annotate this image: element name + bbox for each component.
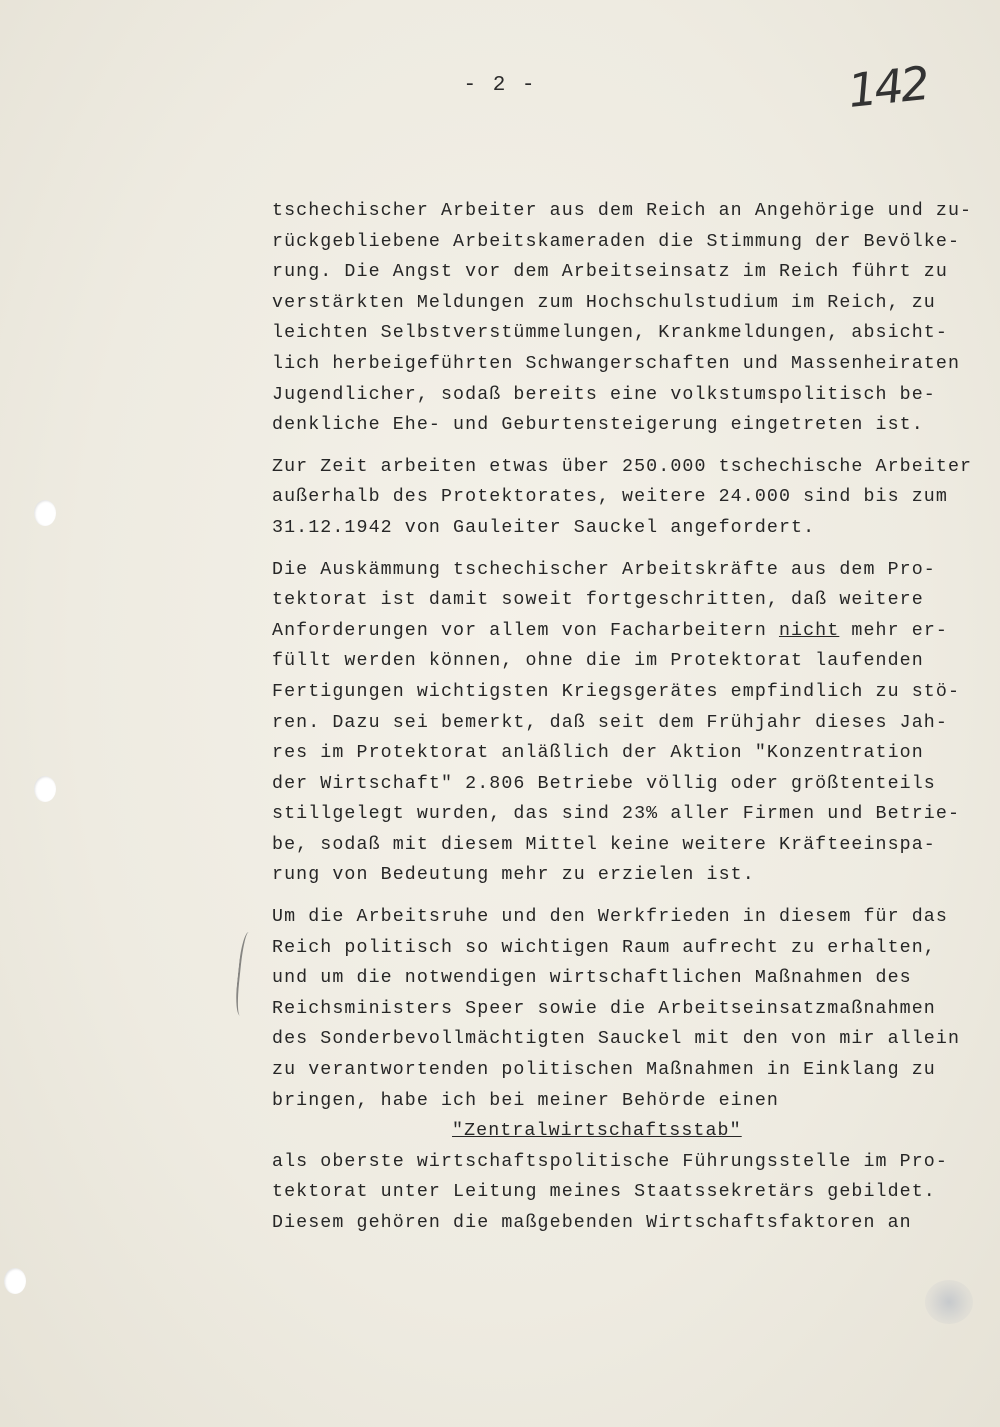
text-fragment: mehr er- — [839, 620, 948, 641]
text-line: be, sodaß mit diesem Mittel keine weitere Kräfteeinspa- — [272, 834, 936, 855]
text-line-with-underline — [272, 616, 1000, 647]
text-line: Reich politisch so wichtigen Raum aufrecht zu erhalten, — [272, 937, 936, 958]
ink-smudge — [925, 1280, 973, 1324]
paragraph-3 — [272, 555, 1000, 892]
punch-hole-middle — [34, 776, 56, 802]
text-line: Reichsministers Speer sowie die Arbeitseinsatzmaßnahmen — [272, 998, 936, 1019]
text-line: leichten Selbstverstümmelungen, Krankmeldungen, absicht- — [272, 323, 948, 344]
text-line: tschechischer Arbeiter aus dem Reich an Angehörige und zu- — [272, 201, 973, 221]
text-line: bringen, habe ich bei meiner Behörde einen — [272, 1090, 779, 1111]
page-number: - 2 - — [463, 74, 537, 97]
text-line: der Wirtschaft" 2.806 Betriebe völlig oder größtenteils — [272, 773, 936, 794]
text-line: 31.12.1942 von Gauleiter Sauckel angefordert. — [272, 517, 816, 538]
text-line: lich herbeigeführten Schwangerschaften und Massenheiraten — [272, 353, 961, 374]
text-line: des Sonderbevollmächtigten Sauckel mit den von mir allein — [272, 1029, 961, 1050]
punch-hole-bottom — [4, 1268, 26, 1294]
text-line: Jugendlicher, sodaß bereits eine volkstumspolitisch be- — [272, 384, 936, 405]
text-line: Um die Arbeitsruhe und den Werkfrieden in diesem für das — [272, 907, 948, 928]
paragraph-2 — [272, 452, 1000, 544]
text-line: tektorat unter Leitung meines Staatssekretärs gebildet. — [272, 1182, 936, 1203]
margin-pencil-mark — [234, 931, 259, 1016]
text-line: rung von Bedeutung mehr zu erzielen ist. — [272, 865, 755, 886]
text-line: Die Auskämmung tschechischer Arbeitskräfte aus dem Pro- — [272, 559, 936, 580]
text-line: res im Protektorat anläßlich der Aktion "Konzentration — [272, 743, 924, 764]
paragraph-1 — [272, 196, 1000, 441]
text-line: tektorat ist damit soweit fortgeschritten, daß weitere — [272, 590, 924, 611]
text-line: verstärkten Meldungen zum Hochschulstudium im Reich, zu — [272, 292, 936, 313]
paragraph-4 — [272, 902, 1000, 1239]
text-line: als oberste wirtschaftspolitische Führungsstelle im Pro- — [272, 1151, 948, 1172]
text-line: und um die notwendigen wirtschaftlichen Maßnahmen des — [272, 968, 912, 989]
underlined-word: nicht — [778, 620, 840, 641]
text-line: Zur Zeit arbeiten etwas über 250.000 tschechische Arbeiter — [272, 456, 973, 477]
punch-hole-top — [34, 500, 56, 526]
text-line: stillgelegt wurden, das sind 23% aller Firmen und Betrie- — [272, 804, 961, 825]
text-line: zu verantwortenden politischen Maßnahmen in Einklang zu — [272, 1060, 936, 1081]
text-line: außerhalb des Protektorates, weitere 24.000 sind bis zum — [272, 487, 948, 508]
text-line: Diesem gehören die maßgebenden Wirtschaftsfaktoren an — [272, 1213, 912, 1233]
text-fragment: Anforderungen vor allem von Facharbeitern — [272, 620, 779, 641]
text-line: denkliche Ehe- und Geburtensteigerung eingetreten ist. — [272, 415, 924, 436]
text-line: füllt werden können, ohne die im Protektorat laufenden — [272, 651, 924, 672]
document-body — [272, 196, 1000, 1250]
text-line: rung. Die Angst vor dem Arbeitseinsatz im Reich führt zu — [272, 262, 948, 283]
centered-underlined-heading: "Zentralwirtschaftsstab" — [452, 1121, 742, 1142]
text-line: rückgebliebene Arbeitskameraden die Stimmung der Bevölke- — [272, 231, 961, 252]
text-line: Fertigungen wichtigsten Kriegsgerätes empfindlich zu stö- — [272, 681, 961, 702]
handwritten-folio-number: 142 — [845, 56, 930, 118]
text-line: ren. Dazu sei bemerkt, daß seit dem Frühjahr dieses Jah- — [272, 712, 948, 733]
